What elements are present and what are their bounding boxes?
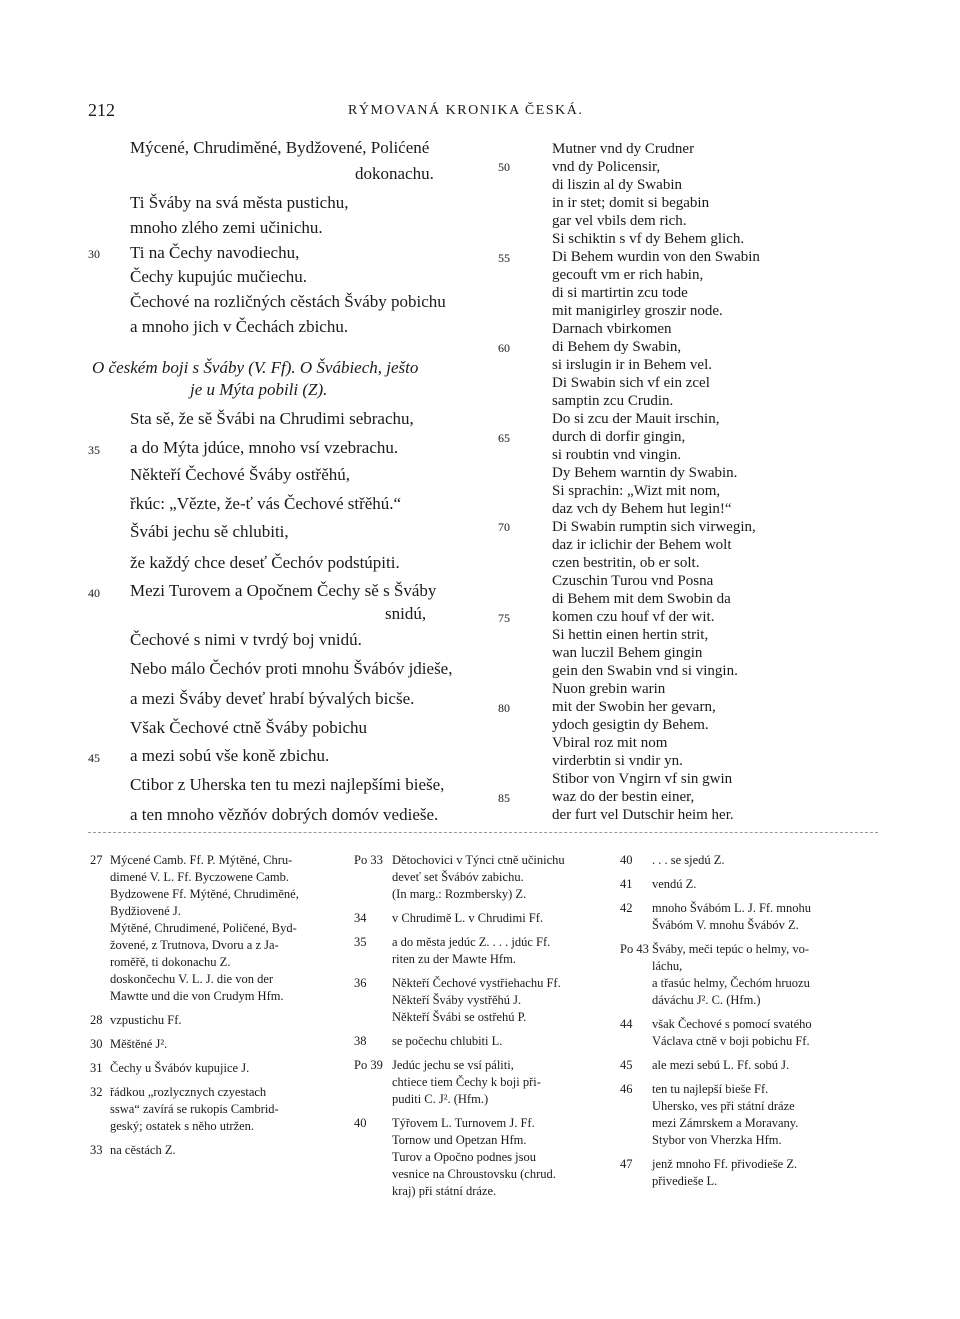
footnote-line (90, 1142, 370, 1159)
footnote-line (90, 869, 370, 886)
footnote-line (354, 869, 634, 886)
footnote-line (354, 1166, 634, 1183)
footnote-line (90, 971, 370, 988)
verse-line: si irslugin ir in Behem vel. (552, 357, 712, 373)
footnote-text: Turov a Opočno podnes jsou (392, 1150, 536, 1164)
footnote-text: Šváby, meči tepúc o helmy, vo- (652, 942, 810, 956)
footnote-text: a do města jedúc Z. . . . jdúc Ff. (392, 935, 551, 949)
footnote-line (354, 886, 634, 903)
verse-line: Sta sě, že sě Švábi na Chrudimi sebrachu, (130, 409, 414, 428)
verse-line: řkúc: „Vězte, že-ť vás Čechové střěhú.“ (130, 494, 402, 513)
verse-line: a mezi Šváby deveť hrabí bývalých bicše. (130, 689, 415, 708)
line-number: 60 (498, 341, 510, 355)
verse-line: gar vel vbils dem rich. (552, 213, 687, 229)
footnote-text: Bydzowene Ff. Mýtěné, Chrudiměné, (110, 887, 299, 901)
verse-line: Si sprachin: „Wizt mit nom, (552, 483, 721, 499)
footnote-line (620, 852, 900, 869)
verse-line: si roubtin vnd vingin. (552, 447, 682, 463)
footnote-line (90, 1101, 370, 1118)
line-number: 35 (88, 443, 100, 457)
footnote-line (620, 1081, 900, 1098)
verse-line: Di Behem wurdin von den Swabin (552, 249, 760, 265)
verse-line: Mutner vnd dy Crudner (552, 141, 695, 157)
footnote-text: dimené V. L. Ff. Byczowene Camb. (110, 870, 290, 884)
verse-line: di Behem mit dem Swobin da (552, 591, 731, 607)
verse-line: mnoho zlého zemi učinichu. (130, 218, 323, 237)
footnote-line (620, 1057, 900, 1074)
footnote-text: chtiece tiem Čechy k boji při- (392, 1075, 541, 1089)
verse-line: Ctibor z Uherska ten tu mezi najlepšími bieše, (130, 775, 445, 794)
footnote-text: a třasúc helmy, Čechóm hruozu (652, 976, 810, 990)
footnote-text: roměřě, ti dokonachu Z. (110, 955, 231, 969)
footnote-text: Bydžiovené J. (110, 904, 181, 918)
footnote-text: se počechu chlubiti L. (392, 1034, 503, 1048)
verse-line: in ir stet; domit si begabin (552, 195, 710, 211)
footnote-text: Dětochovici v Týnci ctně učinichu (392, 853, 565, 867)
footnote-text: mezi Zámrskem a Moravany. (652, 1116, 799, 1130)
verse-line: Mezi Turovem a Opočnem Čechy sě s Šváby (130, 581, 437, 600)
footnote-text: Někteří Šváby vystřěhú J. (392, 993, 522, 1007)
verse-line: Čechové s nimi v tvrdý boj vnidú. (130, 630, 362, 649)
footnote-text: Mýtěné, Chrudimené, Poličené, Byd- (110, 921, 297, 935)
footnote-line (620, 1016, 900, 1033)
line-number: 70 (498, 520, 510, 534)
footnote-line (90, 886, 370, 903)
verse-line: Nebo málo Čechóv proti mnohu Švábóv jdieše, (130, 659, 453, 678)
footnote-text: žovené, z Trutnova, Dvoru a z Ja- (110, 938, 279, 952)
footnote-line (620, 876, 900, 893)
footnote-number: 34 (354, 911, 367, 925)
footnote-text: Týřovem L. Turnovem J. Ff. (392, 1116, 535, 1130)
verse-line: Vbiral roz mit nom (552, 735, 668, 751)
footnote-line (354, 975, 634, 992)
footnote-line (354, 1183, 634, 1200)
footnote-line (620, 1098, 900, 1115)
section-heading: O českém boji s Šváby (V. Ff). O Švábiech, ješto (92, 358, 419, 377)
footnote-number: 40 (620, 853, 633, 867)
verse-line: Stibor von Vngirn vf sin gwin (552, 771, 733, 787)
verse-line: czen bestritin, ob er solt. (552, 555, 700, 571)
footnote-divider (88, 832, 878, 833)
running-title: RÝMOVANÁ KRONIKA ČESKÁ. (348, 103, 584, 118)
verse-line: Čechové na rozličných cěstách Šváby pobichu (130, 292, 446, 311)
footnote-number: 46 (620, 1082, 633, 1096)
verse-line: dokonachu. (355, 164, 434, 183)
verse-line: snidú, (385, 604, 427, 623)
footnote-line (620, 1173, 900, 1190)
footnote-line (620, 900, 900, 917)
footnote-line (620, 975, 900, 992)
footnote-line (90, 1060, 370, 1077)
footnote-number: 27 (90, 853, 103, 867)
line-number: 65 (498, 431, 510, 445)
footnote-text: Mawtte und die von Crudym Hfm. (110, 989, 284, 1003)
verse-line: vnd dy Policensir, (552, 159, 661, 175)
verse-line: Ti Šváby na svá města pustichu, (130, 193, 349, 212)
footnote-number: 45 (620, 1058, 633, 1072)
verse-line: Dy Behem warntin dy Swabin. (552, 465, 738, 481)
footnote-line (90, 988, 370, 1005)
footnote-number: 35 (354, 935, 367, 949)
footnote-line (354, 1115, 634, 1132)
footnote-text: doskončechu V. L. J. die von der (110, 972, 274, 986)
footnote-text: vzpustichu Ff. (110, 1013, 182, 1027)
line-number: 40 (88, 586, 100, 600)
footnote-line (354, 1132, 634, 1149)
section-heading: je u Mýta pobili (Z). (190, 380, 328, 399)
verse-line: durch di dorfir gingin, (552, 429, 686, 445)
verse-line: di si martirtin zcu tode (552, 285, 688, 301)
footnote-line (354, 1057, 634, 1074)
verse-line: že každý chce deseť Čechóv podstúpiti. (130, 553, 400, 572)
line-number: 30 (88, 247, 100, 261)
footnote-text: Někteří Švábi se ostřehú P. (392, 1010, 527, 1024)
footnote-number: 44 (620, 1017, 633, 1031)
line-number: 85 (498, 791, 510, 805)
footnote-text: Švábóm V. mnohu Švábóv Z. (652, 918, 799, 932)
verse-line: Ti na Čechy navodiechu, (130, 243, 300, 262)
footnote-line (620, 1132, 900, 1149)
footnote-text: dáváchu J². C. (Hfm.) (652, 993, 761, 1007)
footnote-line (90, 920, 370, 937)
verse-line: a mezi sobú vše koně zbichu. (130, 746, 330, 765)
footnote-text: (In marg.: Rozmbersky) Z. (392, 887, 527, 901)
line-number: 75 (498, 611, 510, 625)
footnote-line (354, 1091, 634, 1108)
footnote-text: vendú Z. (652, 877, 697, 891)
footnote-line (90, 954, 370, 971)
footnote-text: ten tu najlepší bieše Ff. (652, 1082, 769, 1096)
verse-line: Si hettin einen hertin strit, (552, 627, 709, 643)
page-header (88, 100, 888, 124)
verse-line: virderbtin si vndir yn. (552, 753, 683, 769)
verse-line: samptin zcu Crudin. (552, 393, 674, 409)
footnote-line (354, 934, 634, 951)
footnote-number: 28 (90, 1013, 103, 1027)
verse-line: daz vch dy Behem hut legin!“ (552, 501, 732, 517)
footnote-line (620, 1115, 900, 1132)
footnote-line (354, 1009, 634, 1026)
footnote-text: deveť set Švábóv zabichu. (392, 870, 524, 884)
footnote-text: Tornow und Opetzan Hfm. (392, 1133, 527, 1147)
footnote-text: Čechy u Švábóv kupujice J. (110, 1061, 250, 1075)
footnote-line (90, 937, 370, 954)
verse-line: di Behem dy Swabin, (552, 339, 682, 355)
footnote-number: Po 33 (354, 853, 383, 867)
footnote-number: 31 (90, 1061, 103, 1075)
footnote-text: Václava ctně v boji pobichu Ff. (652, 1034, 810, 1048)
footnote-line (620, 917, 900, 934)
verse-line: Si schiktin s vf dy Behem glich. (552, 231, 745, 247)
footnote-number: 36 (354, 976, 367, 990)
footnote-number: 41 (620, 877, 633, 891)
footnote-number: 32 (90, 1085, 103, 1099)
footnote-number: 30 (90, 1037, 103, 1051)
footnote-line (90, 852, 370, 869)
footnote-text: jenž mnoho Ff. přivodieše Z. (652, 1157, 798, 1171)
verse-line: di liszin al dy Swabin (552, 177, 682, 193)
footnote-line (354, 1074, 634, 1091)
footnote-line (354, 852, 634, 869)
footnote-text: Měštěné J². (110, 1037, 168, 1051)
footnote-number: 47 (620, 1157, 633, 1171)
footnote-text: však Čechové s pomocí svatého (652, 1017, 812, 1031)
verse-line: Mýcené, Chrudiměné, Bydžovené, Polićené (130, 138, 430, 157)
footnote-text: Jedúc jechu se vsí páliti, (392, 1058, 514, 1072)
footnote-text: vesnice na Chroustovsku (chrud. (392, 1167, 556, 1181)
footnote-line (90, 903, 370, 920)
footnote-line (90, 1084, 370, 1101)
verse-line: komen czu houf vf der wit. (552, 609, 715, 625)
verse-line: ydoch gesigtin dy Behem. (552, 717, 709, 733)
footnote-line (620, 941, 900, 958)
footnote-text: geský; ostatek s něho utržen. (110, 1119, 255, 1133)
footnote-text: ale mezi sebú L. Ff. sobú J. (652, 1058, 790, 1072)
footnote-text: Mýcené Camb. Ff. P. Mýtěné, Chru- (110, 853, 293, 867)
verse-line: Však Čechové ctně Šváby pobichu (130, 718, 367, 737)
verse-line: Někteří Čechové Šváby ostřěhú, (130, 465, 350, 484)
verse-line: mit der Swobin her gevarn, (552, 699, 716, 715)
footnote-text: sswa“ zavírá se rukopis Cambrid- (110, 1102, 279, 1116)
verse-line: Švábi jechu sě chlubiti, (130, 522, 289, 541)
footnote-text: mnoho Švábóm L. J. Ff. mnohu (652, 901, 812, 915)
verse-line: gein den Swabin vnd si vingin. (552, 663, 738, 679)
footnote-line (354, 1033, 634, 1050)
verse-line: waz do der bestin einer, (552, 789, 695, 805)
verse-line: Di Swabin rumptin sich virwegin, (552, 519, 756, 535)
verse-line: Darnach vbirkomen (552, 321, 672, 337)
verse-line: daz ir iclichir der Behem wolt (552, 537, 732, 553)
verse-line: Čechy kupujúc mučiechu. (130, 267, 308, 286)
line-number: 45 (88, 751, 100, 765)
footnote-text: Uhersko, ves při státní dráze (652, 1099, 795, 1113)
footnote-number: Po 39 (354, 1058, 383, 1072)
footnote-text: láchu, (652, 959, 683, 973)
line-number: 55 (498, 251, 510, 265)
verse-line: a mnoho jich v Čechách zbichu. (130, 317, 349, 336)
footnote-text: v Chrudimě L. v Chrudimi Ff. (392, 911, 544, 925)
verse-line: Do si zcu der Mauit irschin, (552, 411, 720, 427)
footnote-text: Někteří Čechové vystřiehachu Ff. (392, 976, 561, 990)
verse-line: mit manigirley groszir node. (552, 303, 723, 319)
verse-line: Czuschin Turou vnd Posna (552, 573, 714, 589)
footnote-number: 42 (620, 901, 633, 915)
footnote-text: . . . se sjedú Z. (652, 853, 725, 867)
footnote-number: 40 (354, 1116, 367, 1130)
footnote-line (620, 1033, 900, 1050)
footnote-text: řádkou „rozlycznych czyestach (110, 1085, 267, 1099)
footnote-line (90, 1012, 370, 1029)
footnote-text: na cěstách Z. (110, 1143, 176, 1157)
verse-line: Nuon grebin warin (552, 681, 666, 697)
footnote-text: puditi C. J². (Hfm.) (392, 1092, 489, 1106)
footnote-line (620, 1156, 900, 1173)
footnote-number: 38 (354, 1034, 367, 1048)
footnote-line (620, 958, 900, 975)
footnote-line (354, 910, 634, 927)
verse-line: gecouft vm er rich habin, (552, 267, 704, 283)
footnote-text: riten zu der Mawte Hfm. (392, 952, 516, 966)
footnote-text: přivedieše L. (652, 1174, 718, 1188)
line-number: 80 (498, 701, 510, 715)
line-number: 50 (498, 160, 510, 174)
footnote-line (90, 1118, 370, 1135)
footnote-number: 33 (90, 1143, 103, 1157)
footnote-line (620, 992, 900, 1009)
verse-line: der furt vel Dutschir heim her. (552, 807, 734, 823)
footnote-line (354, 992, 634, 1009)
footnote-text: kraj) při státní dráze. (392, 1184, 497, 1198)
footnote-number: Po 43 (620, 942, 649, 956)
verse-line: Di Swabin sich vf ein zcel (552, 375, 710, 391)
footnote-text: Stybor von Vherzka Hfm. (652, 1133, 782, 1147)
footnote-line (354, 1149, 634, 1166)
verse-line: a ten mnoho vězňóv dobrých domóv vedieše. (130, 805, 439, 824)
footnote-line (90, 1036, 370, 1053)
verse-line: wan luczil Behem gingin (552, 645, 703, 661)
verse-line: a do Mýta jdúce, mnoho vsí vzebrachu. (130, 438, 399, 457)
footnote-line (354, 951, 634, 968)
page-number: 212 (88, 100, 115, 120)
